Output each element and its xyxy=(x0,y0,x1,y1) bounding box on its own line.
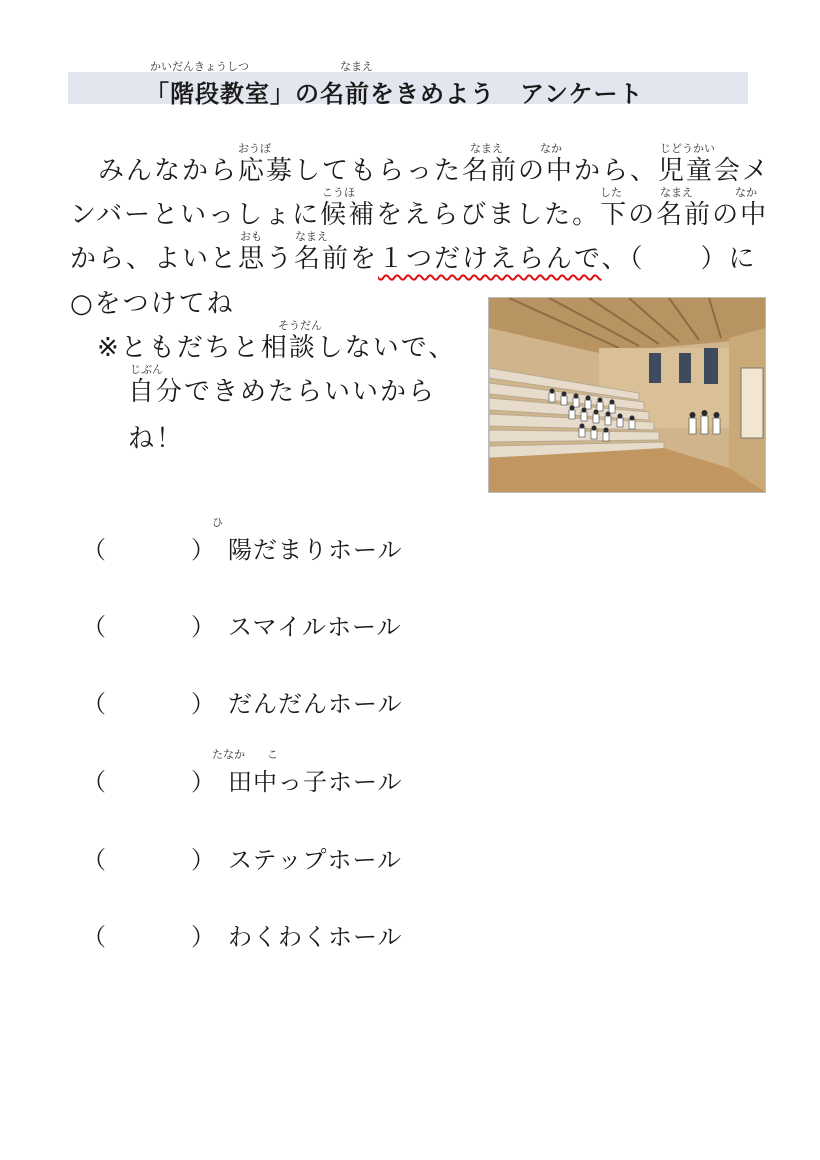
option-name: 陽だまりホール xyxy=(228,536,403,564)
ruby-kouho: こうほ xyxy=(322,186,355,199)
title-ruby-kaidan: かいだんきょうしつ xyxy=(150,60,249,73)
classroom-illustration xyxy=(489,298,765,492)
option-close-paren: ） xyxy=(191,536,216,564)
option-ruby: ひ xyxy=(212,516,223,529)
ruby-naka-1: なか xyxy=(540,142,562,155)
option-open-paren: （ xyxy=(82,846,107,874)
ruby-namae-1: なまえ xyxy=(470,142,503,155)
option-close-paren: ） xyxy=(191,768,216,796)
ruby-naka-2: なか xyxy=(735,186,757,199)
ruby-omo: おも xyxy=(240,230,262,243)
ruby-oubo: おうぼ xyxy=(238,142,271,155)
option-open-paren: （ xyxy=(82,690,107,718)
option-close-paren: ） xyxy=(191,613,216,641)
option-ruby: たなか こ xyxy=(212,748,278,761)
option-name: ステップホール xyxy=(228,846,403,874)
ruby-shita: した xyxy=(600,186,622,199)
option-item[interactable] xyxy=(82,762,403,797)
ruby-namae-2: なまえ xyxy=(660,186,693,199)
intro-line-3-post: 、（ ）に xyxy=(601,244,757,274)
option-item[interactable] xyxy=(82,684,403,719)
intro-line-3-pre: から、よいと思う名前を xyxy=(70,244,379,274)
intro-line-3 xyxy=(70,238,757,275)
option-open-paren: （ xyxy=(82,613,107,641)
option-close-paren: ） xyxy=(191,690,216,718)
intro-line-4: ○をつけてね xyxy=(70,289,235,319)
option-close-paren: ） xyxy=(191,846,216,874)
option-open-paren: （ xyxy=(82,536,107,564)
note-line-3: ね！ xyxy=(128,424,185,454)
option-close-paren: ） xyxy=(191,923,216,951)
title-ruby-namae: なまえ xyxy=(340,60,373,73)
ruby-namae-3: なまえ xyxy=(295,230,328,243)
option-name: スマイルホール xyxy=(228,613,402,641)
option-open-paren: （ xyxy=(82,923,107,951)
option-name: だんだんホール xyxy=(228,690,403,718)
option-item[interactable] xyxy=(82,607,402,642)
option-name: 田中っ子ホール xyxy=(228,768,403,796)
page-title: 「階段教室」の名前をきめよう アンケート xyxy=(145,80,644,108)
ruby-jibun: じぶん xyxy=(130,363,163,376)
option-item[interactable] xyxy=(82,840,402,875)
option-open-paren: （ xyxy=(82,768,107,796)
note-line-1: ※ともだちと相談しないで、 xyxy=(97,333,457,363)
ruby-soudan: そうだん xyxy=(278,319,322,332)
note-line-2: 自分できめたらいいから xyxy=(128,377,437,407)
intro-line-2: ンバーといっしょに候補をえらびました。下の名前の中 xyxy=(70,200,769,230)
ruby-jidoukai: じどうかい xyxy=(660,142,715,155)
intro-line-3-underlined: １つだけえらんで xyxy=(378,244,602,274)
option-name: わくわくホール xyxy=(228,923,403,951)
intro-line-1: みんなから応募してもらった名前の中から、児童会メ xyxy=(70,156,771,186)
option-item[interactable] xyxy=(82,917,403,952)
option-item[interactable] xyxy=(82,530,403,565)
stepped-classroom-photo xyxy=(488,297,766,493)
